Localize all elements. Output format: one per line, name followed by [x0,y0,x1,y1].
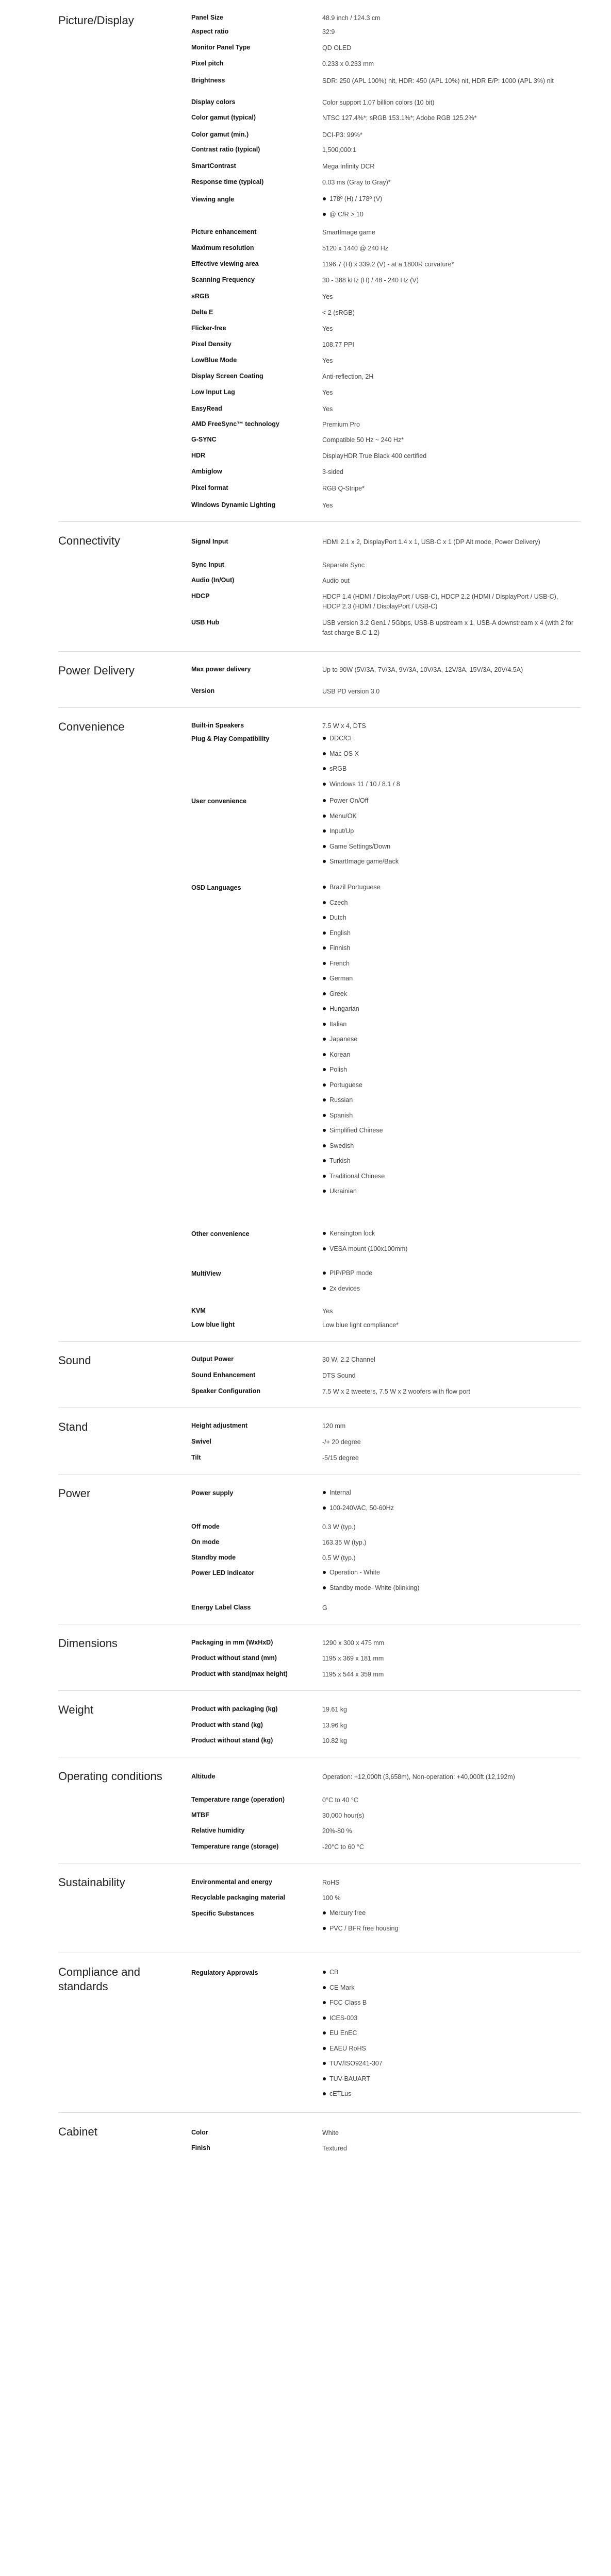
list-item: Swedish [322,1142,575,1158]
spec-label: MTBF [191,1811,209,1819]
spec-value: RGB Q-Stripe* [322,485,365,492]
section-divider [58,651,581,652]
spec-label: Environmental and energy [191,1878,272,1886]
spec-value: 0.3 W (typ.) [322,1523,356,1531]
spec-value: 100 % [322,1894,341,1902]
spec-label: Other convenience [191,1230,250,1238]
list-item: Kensington lock [322,1230,575,1245]
list-item: 178º (H) / 178º (V) [322,195,575,211]
list-item: EAEU RoHS [322,2045,575,2060]
list-item: Menu/OK [322,812,575,828]
spec-value: Yes [322,357,333,364]
section-divider [58,1474,581,1475]
spec-label: Standby mode [191,1554,236,1561]
spec-label: Relative humidity [191,1827,245,1834]
list-item: CB [322,1969,575,1984]
spec-value: 3-sided [322,468,343,476]
spec-label: Signal Input [191,538,228,545]
spec-label: KVM [191,1307,206,1314]
spec-value: 7.5 W x 4, DTS [322,722,366,730]
spec-value: 1290 x 300 x 475 mm [322,1639,385,1647]
section-title: Weight [58,1703,94,1716]
spec-value: -/+ 20 degree [322,1438,361,1446]
spec-label: Specific Substances [191,1910,254,1917]
list-item: Internal [322,1489,575,1504]
spec-value: HDCP 1.4 (HDMI / DisplayPort / USB-C), HDCP 2.2 (HDMI / DisplayPort / USB-C), HDCP 2.3 (HDMI / DisplayPort / USB-C) [322,593,558,610]
spec-value: 10.82 kg [322,1737,347,1744]
spec-value: 32:9 [322,28,335,36]
spec-label: Temperature range (operation) [191,1796,285,1803]
section-title: Operating conditions [58,1770,162,1783]
spec-label: Packaging in mm (WxHxD) [191,1639,273,1646]
spec-label: Tilt [191,1454,201,1461]
spec-label: Energy Label Class [191,1604,251,1611]
section-title: Sound [58,1354,91,1367]
spec-value: -5/15 degree [322,1454,359,1462]
list-item: 100-240VAC, 50-60Hz [322,1504,575,1520]
list-item: Power On/Off [322,797,575,812]
spec-value: NTSC 127.4%*; sRGB 153.1%*; Adobe RGB 125.2%* [322,114,477,122]
list-item: English [322,929,575,945]
spec-value: -20°C to 60 °C [322,1843,364,1851]
list-item: Traditional Chinese [322,1173,575,1188]
spec-value: 30 - 388 kHz (H) / 48 - 240 Hz (V) [322,277,419,284]
spec-value: 48.9 inch / 124.3 cm [322,14,381,22]
spec-value: Color support 1.07 billion colors (10 bit) [322,99,435,106]
spec-value: Textured [322,2145,347,2152]
spec-value: Up to 90W (5V/3A, 7V/3A, 9V/3A, 10V/3A, 12V/3A, 15V/3A, 20V/4.5A) [322,666,523,673]
spec-label: USB Hub [191,619,220,626]
spec-value: DisplayHDR True Black 400 certified [322,452,427,460]
spec-value: 1195 x 369 x 181 mm [322,1655,384,1662]
spec-value: 1,500,000:1 [322,146,357,154]
spec-label: Color gamut (min.) [191,131,249,138]
list-item: Czech [322,899,575,914]
list-item: French [322,960,575,975]
section-title: Convenience [58,720,125,733]
spec-label: Regulatory Approvals [191,1969,258,1976]
list-item: Polish [322,1066,575,1081]
section-title: Sustainability [58,1876,125,1889]
spec-label: EasyRead [191,405,222,412]
spec-label: Low blue light [191,1321,235,1328]
spec-value: 13.96 kg [322,1722,347,1729]
spec-value: Audio out [322,577,350,584]
spec-value: Low blue light compliance* [322,1321,399,1329]
list-item: PVC / BFR free housing [322,1925,575,1940]
list-item: ICES-003 [322,2014,575,2030]
spec-label: G-SYNC [191,436,217,443]
spec-value: Yes [322,405,333,413]
spec-value: Mega Infinity DCR [322,163,375,170]
spec-value: 20%-80 % [322,1827,352,1835]
spec-label: Panel Size [191,14,223,21]
spec-value: SmartImage game [322,229,375,236]
spec-label: Color [191,2129,208,2136]
list-item: Operation - White [322,1569,575,1584]
spec-label: Scanning Frequency [191,276,255,283]
spec-value-list [322,735,575,795]
list-item: SmartImage game/Back [322,858,575,873]
list-item: EU EnEC [322,2029,575,2045]
list-item: CE Mark [322,1984,575,1999]
spec-value: DTS Sound [322,1372,356,1379]
spec-label: Sync Input [191,561,224,568]
spec-value: USB PD version 3.0 [322,688,380,695]
spec-value: White [322,2129,339,2137]
spec-label: Height adjustment [191,1422,248,1429]
spec-label: Audio (In/Out) [191,577,235,584]
list-item: TUV-BAUART [322,2075,575,2091]
spec-label: HDR [191,452,206,459]
list-item: VESA mount (100x100mm) [322,1245,575,1261]
spec-label: Sound Enhancement [191,1371,256,1379]
list-item: Simplified Chinese [322,1127,575,1142]
spec-label: Product with stand (kg) [191,1721,263,1728]
spec-label: Display colors [191,98,236,106]
spec-label: MultiView [191,1270,221,1277]
spec-label: Ambiglow [191,468,222,475]
list-item: Japanese [322,1036,575,1051]
list-item: Game Settings/Down [322,843,575,858]
spec-value: 30,000 hour(s) [322,1812,365,1819]
list-item: Italian [322,1021,575,1036]
list-item: @ C/R > 10 [322,211,575,226]
spec-label: Monitor Panel Type [191,44,251,51]
section-title: Connectivity [58,534,120,547]
list-item: Windows 11 / 10 / 8.1 / 8 [322,781,575,796]
spec-label: Flicker-free [191,325,226,332]
spec-value: 163.35 W (typ.) [322,1539,367,1546]
spec-value: RoHS [322,1879,340,1886]
list-item: TUV/ISO9241-307 [322,2060,575,2075]
spec-value: Operation: +12,000ft (3,658m), Non-operation: +40,000ft (12,192m) [322,1773,515,1781]
spec-value-list [322,1269,575,1300]
spec-value: Separate Sync [322,562,365,569]
spec-label: Swivel [191,1438,211,1445]
section-title: Power [58,1487,91,1500]
list-item: Korean [322,1051,575,1066]
spec-label: Altitude [191,1773,216,1780]
spec-value-list [322,797,575,873]
list-item: 2x devices [322,1285,575,1300]
spec-value: 120 mm [322,1422,346,1430]
spec-value: Premium Pro [322,421,360,428]
spec-value: HDMI 2.1 x 2, DisplayPort 1.4 x 1, USB-C x 1 (DP Alt mode, Power Delivery) [322,538,540,546]
spec-value-list [322,1909,575,1940]
spec-label: AMD FreeSync™ technology [191,420,279,428]
spec-label: Power LED indicator [191,1569,255,1577]
spec-label: Response time (typical) [191,178,264,185]
spec-label: SmartContrast [191,162,236,170]
section-divider [58,1341,581,1342]
spec-value: Yes [322,293,333,300]
spec-value: 0°C to 40 °C [322,1797,358,1804]
spec-label: Product without stand (kg) [191,1737,273,1744]
list-item: Ukrainian [322,1188,575,1203]
section-title: Picture/Display [58,14,134,27]
list-item: cETLus [322,2090,575,2106]
list-item: Finnish [322,944,575,960]
spec-value-list [322,1230,575,1260]
spec-label: Display Screen Coating [191,372,263,380]
spec-label: Product without stand (mm) [191,1654,277,1662]
spec-label: Temperature range (storage) [191,1843,279,1850]
spec-label: Plug & Play Compatibility [191,735,270,742]
spec-value: Yes [322,502,333,509]
section-divider [58,1690,581,1691]
spec-value: Yes [322,1308,333,1315]
spec-value: 30 W, 2.2 Channel [322,1356,375,1363]
spec-value: G [322,1604,327,1612]
spec-label: Brightness [191,77,225,84]
spec-label: Power supply [191,1489,234,1497]
spec-value-list [322,195,575,226]
spec-label: Built-in Speakers [191,722,244,729]
list-item: Mercury free [322,1909,575,1925]
section-title: Cabinet [58,2125,97,2138]
list-item: Russian [322,1096,575,1112]
list-item: Greek [322,990,575,1006]
section-title: Dimensions [58,1637,118,1650]
list-item: FCC Class B [322,1999,575,2014]
spec-value: 1195 x 544 x 359 mm [322,1671,384,1678]
spec-value: 0.233 x 0.233 mm [322,60,374,67]
list-item: Dutch [322,914,575,929]
spec-value: 5120 x 1440 @ 240 Hz [322,245,389,252]
list-item: German [322,975,575,990]
spec-value: 7.5 W x 2 tweeters, 7.5 W x 2 woofers with flow port [322,1388,470,1395]
spec-value-list [322,1489,575,1519]
spec-label: Product with stand(max height) [191,1670,288,1677]
spec-value: Compatible 50 Hz ~ 240 Hz* [322,436,404,444]
spec-value: USB version 3.2 Gen1 / 5Gbps, USB-B upstream x 1, USB-A downstream x 4 (with 2 for fast charge B.C 1.2) [322,619,574,636]
spec-label: On mode [191,1538,220,1546]
section-divider [58,2112,581,2113]
spec-value: QD OLED [322,44,352,52]
spec-label: Windows Dynamic Lighting [191,501,276,509]
spec-label: Speaker Configuration [191,1387,261,1395]
spec-label: Max power delivery [191,666,251,673]
spec-value: 0.03 ms (Gray to Gray)* [322,179,391,186]
list-item: Input/Up [322,827,575,843]
spec-value: < 2 (sRGB) [322,309,355,316]
spec-label: Product with packaging (kg) [191,1705,278,1713]
spec-label: Pixel pitch [191,60,224,67]
spec-value-list [322,1569,575,1599]
list-item: Hungarian [322,1005,575,1021]
spec-label: Viewing angle [191,196,235,203]
list-item: Standby mode- White (blinking) [322,1584,575,1600]
section-divider [58,707,581,708]
spec-label: Picture enhancement [191,228,257,235]
spec-label: Recyclable packaging material [191,1894,286,1901]
list-item: sRGB [322,765,575,781]
spec-label: Maximum resolution [191,244,254,251]
spec-label: sRGB [191,293,209,300]
section-divider [58,521,581,522]
spec-label: Aspect ratio [191,28,229,35]
spec-value: DCI-P3: 99%* [322,131,362,139]
spec-value: 108.77 PPI [322,341,354,348]
spec-label: Off mode [191,1523,220,1530]
spec-label: Low Input Lag [191,388,235,396]
list-item: Brazil Portuguese [322,884,575,899]
spec-label: LowBlue Mode [191,357,237,364]
spec-label: OSD Languages [191,884,241,891]
spec-label: Effective viewing area [191,260,259,267]
spec-value: 1196.7 (H) x 339.2 (V) - at a 1800R curvature* [322,261,454,268]
spec-label: Pixel Density [191,341,232,348]
spec-value: SDR: 250 (APL 100%) nit, HDR: 450 (APL 10%) nit, HDR E/P: 1000 (APL 3%) nit [322,77,554,84]
list-item: Mac OS X [322,750,575,766]
spec-value: Yes [322,325,333,332]
list-item: Turkish [322,1157,575,1173]
spec-value-list [322,1969,575,2106]
list-item: Portuguese [322,1081,575,1097]
spec-label: HDCP [191,592,210,600]
list-item: PIP/PBP mode [322,1269,575,1285]
spec-label: Delta E [191,309,213,316]
list-item: Spanish [322,1112,575,1127]
spec-value: Yes [322,389,333,396]
spec-value: Anti-reflection, 2H [322,373,374,380]
spec-label: Version [191,687,215,694]
spec-label: User convenience [191,798,246,805]
spec-value: 0.5 W (typ.) [322,1554,356,1562]
spec-label: Color gamut (typical) [191,114,256,121]
spec-label: Finish [191,2144,210,2151]
section-title: Compliance and standards [58,1965,140,1993]
spec-label: Output Power [191,1355,234,1363]
spec-value-list [322,884,575,1203]
section-title: Power Delivery [58,664,135,677]
section-title: Stand [58,1420,88,1433]
spec-label: Contrast ratio (typical) [191,146,260,153]
spec-value: 19.61 kg [322,1706,347,1713]
list-item: DDC/CI [322,735,575,750]
spec-label: Pixel format [191,484,228,492]
